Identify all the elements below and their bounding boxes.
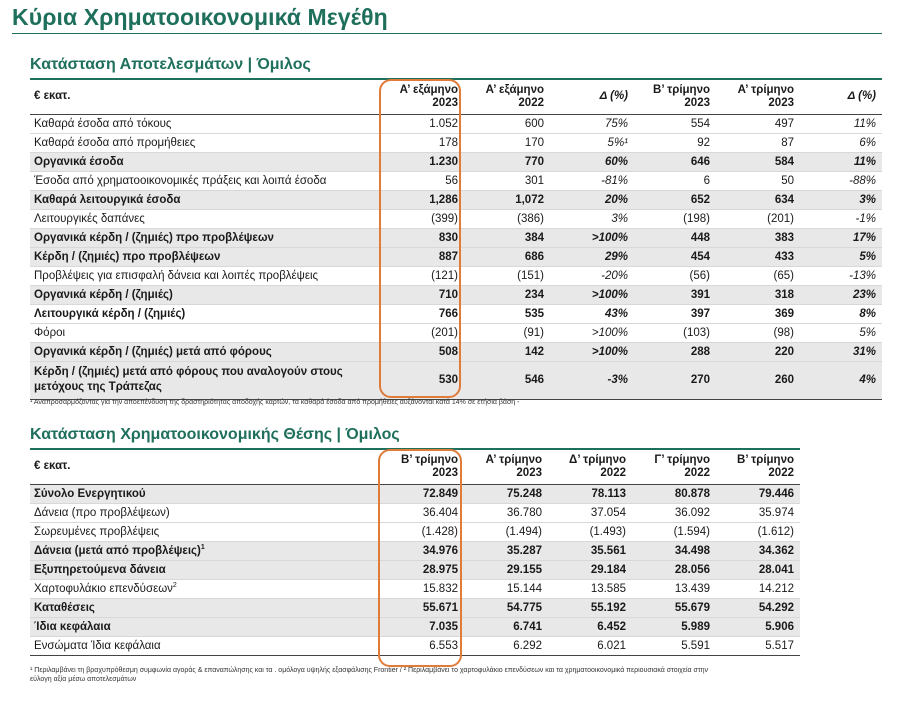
balance-cell: 28.056 xyxy=(632,560,716,579)
income-cell: 433 xyxy=(716,247,800,266)
income-cell: 56 xyxy=(445,174,458,187)
balance-cell: 34.976 xyxy=(380,541,464,560)
balance-col-header: Β’ τρίμηνο 2022 xyxy=(737,453,794,479)
income-cell: 686 xyxy=(464,247,550,266)
income-cell: 554 xyxy=(690,117,710,130)
balance-row-label: Χαρτοφυλάκιο επενδύσεων$^2$ xyxy=(34,581,177,595)
income-cell: 6% xyxy=(859,136,876,149)
income-cell: 652 xyxy=(634,190,716,209)
income-cell: 770 xyxy=(464,152,550,171)
income-cell: (121) xyxy=(431,269,458,282)
income-cell: 1.052 xyxy=(429,117,458,130)
income-cell: 1,286 xyxy=(382,190,464,209)
balance-cell: 15.144 xyxy=(506,582,542,595)
page-title: Κύρια Χρηματοοικονομικά Μεγέθη xyxy=(12,4,388,30)
income-row-label: Οργανικά έσοδα xyxy=(30,152,382,171)
balance-cell: 28.041 xyxy=(716,560,800,579)
balance-col-header: Β’ τρίμηνο 2023 xyxy=(401,453,458,479)
balance-cell: 35.561 xyxy=(548,541,632,560)
balance-cell: 13.585 xyxy=(590,582,626,595)
income-row-label: Φόροι xyxy=(34,326,66,339)
income-cell: 384 xyxy=(464,228,550,247)
income-cell: 270 xyxy=(634,361,716,399)
balance-row-label: Εξυπηρετούμενα δάνεια xyxy=(30,560,380,579)
income-cell: 391 xyxy=(634,285,716,304)
balance-row-label: Ίδια κεφάλαια xyxy=(30,617,380,636)
income-cell: 5% xyxy=(859,326,876,339)
balance-row-label: Ενσώματα Ίδια κεφάλαια xyxy=(34,639,161,652)
income-cell: (98) xyxy=(773,326,794,339)
income-cell: 220 xyxy=(716,342,800,361)
balance-cell: 55.671 xyxy=(380,598,464,617)
income-cell: >100% xyxy=(591,326,628,339)
income-cell: 448 xyxy=(634,228,716,247)
income-cell: (386) xyxy=(517,212,544,225)
income-cell: 178 xyxy=(438,136,458,149)
balance-cell: 5.591 xyxy=(681,639,710,652)
income-row-label: Οργανικά κέρδη / (ζημιές) προ προβλέψεων xyxy=(30,228,382,247)
balance-cell: (1.594) xyxy=(673,525,710,538)
balance-row-label: Δάνεια (μετά από προβλέψεις)$^1$ xyxy=(30,541,380,560)
income-cell: 508 xyxy=(382,342,464,361)
balance-cell: 54.292 xyxy=(716,598,800,617)
balance-footnote-line2: εύλογη αξία μέσω αποτελεσμάτων xyxy=(30,676,137,683)
income-footnote: ¹ Αναπροσαρμόζοντας για την αποεπένδυση της δραστηριότητας αποδοχής καρτών, τα καθαρά έσοδα από προμήθειες αυξάνονται κατά 14% σε ετήσια βάση - xyxy=(30,399,520,406)
balance-row-label: Δάνεια (προ προβλέψεων) xyxy=(34,506,170,519)
balance-cell: 54.775 xyxy=(464,598,548,617)
income-cell: (65) xyxy=(773,269,794,282)
balance-cell: (1.493) xyxy=(589,525,626,538)
income-cell: >100% xyxy=(550,285,634,304)
income-cell: 646 xyxy=(634,152,716,171)
balance-cell: 35.974 xyxy=(758,506,794,519)
income-cell: 1.230 xyxy=(382,152,464,171)
balance-cell: (1.494) xyxy=(505,525,542,538)
income-cell: >100% xyxy=(550,228,634,247)
balance-cell: 6.553 xyxy=(429,639,458,652)
income-cell: 454 xyxy=(634,247,716,266)
income-cell: (399) xyxy=(431,212,458,225)
income-cell: 31% xyxy=(800,342,882,361)
balance-cell: 29.184 xyxy=(548,560,632,579)
balance-cell: 13.439 xyxy=(674,582,710,595)
balance-cell: 28.975 xyxy=(380,560,464,579)
income-cell: 288 xyxy=(634,342,716,361)
income-cell: (91) xyxy=(523,326,544,339)
income-cell: 397 xyxy=(690,307,710,320)
balance-cell: 72.849 xyxy=(380,484,464,503)
income-cell: 75% xyxy=(604,117,628,130)
balance-cell: 6.292 xyxy=(513,639,542,652)
balance-cell: 29.155 xyxy=(464,560,548,579)
income-cell: 142 xyxy=(464,342,550,361)
income-row-label: Έσοδα από χρηματοοικονομικές πράξεις και λοιπά έσοδα xyxy=(34,174,327,187)
income-cell: 634 xyxy=(716,190,800,209)
balance-cell: 35.287 xyxy=(464,541,548,560)
income-cell: (151) xyxy=(517,269,544,282)
income-section-title: Κατάσταση Αποτελεσμάτων | Όμιλος xyxy=(30,56,311,73)
income-cell: >100% xyxy=(550,342,634,361)
income-cell: 11% xyxy=(800,152,882,171)
balance-cell: 34.362 xyxy=(716,541,800,560)
income-row-label: Καθαρά έσοδα από προμήθειες xyxy=(34,136,196,149)
income-col-header: Α’ τρίμηνο 2023 xyxy=(737,83,794,109)
balance-row-label: Καταθέσεις xyxy=(30,598,380,617)
income-cell: 318 xyxy=(716,285,800,304)
balance-cell: 15.832 xyxy=(422,582,458,595)
income-row-label: Κέρδη / (ζημιές) μετά από φόρους που αναλογούν στους μετόχους της Τράπεζας xyxy=(30,361,382,399)
income-col-header: Α’ εξάμηνο 2022 xyxy=(485,83,544,109)
balance-cell: 36.404 xyxy=(422,506,458,519)
income-col-header: Δ (%) xyxy=(847,90,876,103)
income-cell: 887 xyxy=(382,247,464,266)
income-cell: 535 xyxy=(524,307,544,320)
income-cell: 301 xyxy=(524,174,544,187)
income-cell: 234 xyxy=(464,285,550,304)
income-cell: 530 xyxy=(382,361,464,399)
income-cell: 369 xyxy=(774,307,794,320)
balance-cell: 79.446 xyxy=(716,484,800,503)
income-cell: 43% xyxy=(604,307,628,320)
income-cell: 29% xyxy=(550,247,634,266)
income-cell: 92 xyxy=(697,136,710,149)
balance-cell: 14.212 xyxy=(758,582,794,595)
income-cell: -13% xyxy=(849,269,876,282)
income-cell: 8% xyxy=(859,307,876,320)
income-cell: 260 xyxy=(716,361,800,399)
income-row-label: Προβλέψεις για επισφαλή δάνεια και λοιπές προβλέψεις xyxy=(34,269,319,282)
income-col-header: Α’ εξάμηνο 2023 xyxy=(399,83,458,109)
balance-cell: (1.428) xyxy=(421,525,458,538)
income-cell: 87 xyxy=(781,136,794,149)
income-cell: 383 xyxy=(716,228,800,247)
balance-cell: 75.248 xyxy=(464,484,548,503)
balance-col-header: Γ’ τρίμηνο 2022 xyxy=(654,453,710,479)
income-cell: 17% xyxy=(800,228,882,247)
income-row-label: Καθαρά λειτουργικά έσοδα xyxy=(30,190,382,209)
balance-cell: (1.612) xyxy=(757,525,794,538)
balance-cell: 55.679 xyxy=(632,598,716,617)
income-unit-label: € εκατ. xyxy=(34,90,71,103)
income-cell: 3% xyxy=(800,190,882,209)
income-cell: 1,072 xyxy=(464,190,550,209)
balance-col-header: Α’ τρίμηνο 2023 xyxy=(485,453,542,479)
balance-row-label: Σύνολο Ενεργητικού xyxy=(30,484,380,503)
balance-cell: 6.452 xyxy=(548,617,632,636)
income-cell: -3% xyxy=(550,361,634,399)
balance-cell: 34.498 xyxy=(632,541,716,560)
income-row-label: Λειτουργικές δαπάνες xyxy=(34,212,145,225)
balance-footnote xyxy=(30,666,708,684)
income-cell: -88% xyxy=(849,174,876,187)
income-cell: 497 xyxy=(774,117,794,130)
income-row-label: Καθαρά έσοδα από τόκους xyxy=(34,117,172,130)
income-cell: 710 xyxy=(382,285,464,304)
balance-current-period-highlight xyxy=(378,449,462,667)
balance-cell: 36.092 xyxy=(674,506,710,519)
income-cell: -1% xyxy=(855,212,876,225)
income-row-label: Οργανικά κέρδη / (ζημιές) xyxy=(30,285,382,304)
income-cell: 600 xyxy=(524,117,544,130)
balance-cell: 55.192 xyxy=(548,598,632,617)
balance-cell: 78.113 xyxy=(548,484,632,503)
balance-cell: 6.741 xyxy=(464,617,548,636)
income-cell: 546 xyxy=(464,361,550,399)
income-cell: 11% xyxy=(853,117,876,130)
income-cell: 170 xyxy=(524,136,544,149)
income-cell: 830 xyxy=(382,228,464,247)
balance-unit-label: € εκατ. xyxy=(34,460,71,473)
income-cell: 23% xyxy=(800,285,882,304)
income-cell: (198) xyxy=(683,212,710,225)
balance-cell: 37.054 xyxy=(590,506,626,519)
balance-col-header: Δ’ τρίμηνο 2022 xyxy=(569,453,626,479)
income-cell: 60% xyxy=(550,152,634,171)
income-cell: 20% xyxy=(550,190,634,209)
balance-cell: 6.021 xyxy=(597,639,626,652)
balance-cell: 7.035 xyxy=(380,617,464,636)
balance-cell: 36.780 xyxy=(506,506,542,519)
income-row-label: Κέρδη / (ζημιές) προ προβλέψεων xyxy=(30,247,382,266)
income-current-period-highlight xyxy=(379,79,461,398)
income-cell: 50 xyxy=(781,174,794,187)
balance-cell: 5.517 xyxy=(765,639,794,652)
balance-cell: 5.906 xyxy=(716,617,800,636)
income-cell: -20% xyxy=(601,269,628,282)
balance-footnote-line1: ¹ Περιλαμβάνει τη βραχυπρόθεσμη συμφωνία αγοράς & επαναπώλησης και τα . ομόλογα υψηλής εξασφάλισης Frontier / ² Περιλαμβάνει το χαρτοφυλάκιο επενδύσεων και τα χρηματοοικονομικά περιουσιακά στοιχεία στην xyxy=(30,667,708,674)
income-cell: 5%¹ xyxy=(607,136,628,149)
income-cell: -81% xyxy=(601,174,628,187)
balance-row-label: Σωρευμένες προβλέψεις xyxy=(34,525,160,538)
income-row-label: Οργανικά κέρδη / (ζημιές) μετά από φόρους xyxy=(30,342,382,361)
income-row-label: Λειτουργικά κέρδη / (ζημιές) xyxy=(34,307,186,320)
income-cell: (56) xyxy=(689,269,710,282)
balance-section-title: Κατάσταση Χρηματοοικονομικής Θέσης | Όμιλος xyxy=(30,426,400,443)
title-divider xyxy=(12,33,882,34)
income-cell: 6 xyxy=(703,174,710,187)
income-cell: 3% xyxy=(611,212,628,225)
income-col-header: Β’ τρίμηνο 2023 xyxy=(653,83,710,109)
income-col-header: Δ (%) xyxy=(599,90,628,103)
income-cell: (201) xyxy=(431,326,458,339)
income-cell: 5% xyxy=(800,247,882,266)
income-cell: 4% xyxy=(800,361,882,399)
balance-cell: 5.989 xyxy=(632,617,716,636)
balance-cell: 80.878 xyxy=(632,484,716,503)
income-cell: 584 xyxy=(716,152,800,171)
income-cell: (201) xyxy=(767,212,794,225)
income-cell: (103) xyxy=(683,326,710,339)
income-cell: 766 xyxy=(438,307,458,320)
